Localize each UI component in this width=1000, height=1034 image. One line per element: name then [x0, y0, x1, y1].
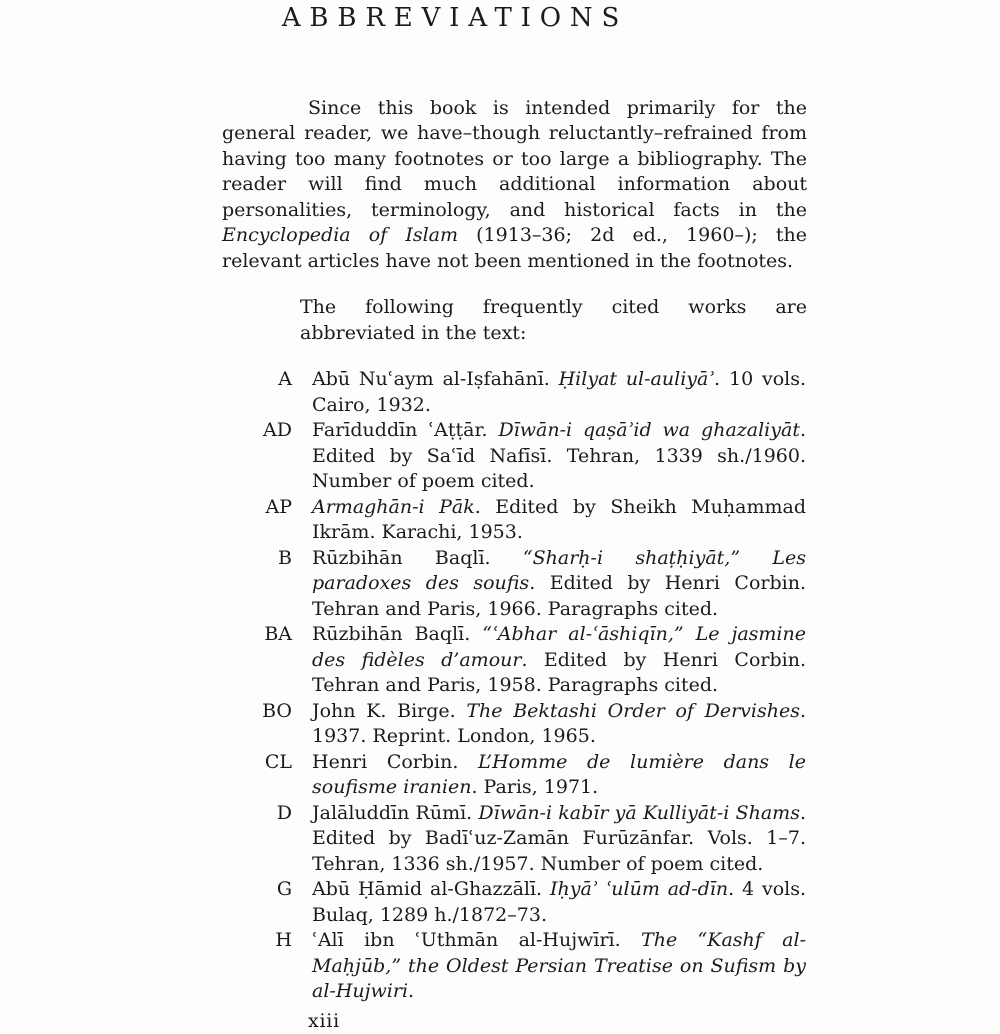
text-run: (1913–36; 2d ed., 1960–); the relevant articles have not been mentioned in the footnotes. [222, 224, 807, 272]
abbreviation-row [222, 367, 807, 418]
abbreviation-row [222, 418, 807, 495]
italic-text-run: Dīwān-i qaṣāʾid wa ghazaliyāt [498, 419, 800, 441]
text-run: . 10 vols. Cairo, 1932. [312, 368, 806, 416]
abbreviation-text [312, 877, 806, 928]
abbreviation-text [312, 367, 806, 418]
title-row [160, 6, 750, 34]
abbreviation-label: BA [222, 622, 292, 648]
page-number: xiii [308, 1009, 807, 1034]
abbreviation-row [222, 699, 807, 750]
text-run: Rūzbihān Baqlī. [312, 623, 482, 645]
abbreviation-label: AP [222, 495, 292, 521]
italic-text-run: “Sharḥ-i shaṭḥiyāt,” Les paradoxes des soufis [312, 547, 806, 595]
text-run: Since this book is intended primarily for the general reader, we have–though reluctantly–refrained from having too many footnotes or too large a bibliography. The reader will find much additional information about personalities, terminology, and historical facts in the [222, 97, 807, 221]
abbreviation-label: D [222, 801, 292, 827]
italic-text-run: Armaghān-i Pāk [312, 496, 475, 518]
abbreviation-label: B [222, 546, 292, 572]
abbreviation-label: BO [222, 699, 292, 725]
abbreviation-list [222, 367, 807, 1005]
text-run: . Edited by Saʿīd Nafīsī. Tehran, 1339 sh./1960. Number of poem cited. [312, 419, 806, 492]
abbreviation-label: AD [222, 418, 292, 444]
abbreviation-text [312, 495, 806, 546]
abbreviation-row [222, 877, 807, 928]
text-run: Abū Nuʿaym al-Iṣfahānī. [312, 368, 559, 390]
italic-text-run: The Bektashi Order of Dervishes [466, 700, 800, 722]
italic-text-run: L’Homme de lumière dans le soufisme iranien [312, 751, 806, 799]
text-run: Jalāluddīn Rūmī. [312, 802, 478, 824]
text-run: Henri Corbin. [312, 751, 478, 773]
text-run: Farīduddīn ʿAṭṭār. [312, 419, 498, 441]
abbreviation-row [222, 495, 807, 546]
abbreviation-text [312, 750, 806, 801]
text-column [222, 96, 807, 1034]
italic-text-run: The “Kashf al-Maḥjūb,” the Oldest Persian Treatise on Sufism by al-Hujwiri. [312, 929, 806, 1002]
page-title: ABBREVIATIONS [282, 3, 628, 33]
text-run: Rūzbihān Baqlī. [312, 547, 523, 569]
abbreviation-label: CL [222, 750, 292, 776]
text-run: John K. Birge. [312, 700, 466, 722]
text-run: . 4 vols. Bulaq, 1289 h./1872–73. [312, 878, 806, 926]
abbreviation-label: H [222, 928, 292, 954]
italic-text-run: Encyclopedia of Islam [222, 224, 458, 246]
abbreviation-row [222, 750, 807, 801]
abbreviation-text [312, 546, 806, 623]
abbreviation-label: A [222, 367, 292, 393]
lead-in-paragraph: The following frequently cited works are abbreviated in the text: [300, 295, 807, 346]
text-run: . Edited by Badīʿuz-Zamān Furūzānfar. Vols. 1–7. Tehran, 1336 sh./1957. Number of poem cited. [312, 802, 806, 875]
text-run: . 1937. Reprint. London, 1965. [312, 700, 806, 748]
abbreviation-text [312, 801, 806, 878]
abbreviation-text [312, 418, 806, 495]
abbreviation-text [312, 699, 806, 750]
intro-paragraph [222, 96, 807, 275]
abbreviation-text [312, 622, 806, 699]
italic-text-run: Iḥyāʾ ʿulūm ad-dīn [550, 878, 728, 900]
book-page [0, 6, 1000, 1006]
text-run: ʿAlī ibn ʿUthmān al-Hujwīrī. [312, 929, 641, 951]
text-run: . Edited by Henri Corbin. Tehran and Paris, 1958. Paragraphs cited. [312, 649, 806, 697]
text-run: . Paris, 1971. [471, 776, 598, 798]
italic-text-run: Dīwān-i kabīr yā Kulliyāt-i Shams [478, 802, 800, 824]
italic-text-run: “ʿAbhar al-ʿāshiqīn,” Le jasmine des fidèles d’amour [312, 623, 806, 671]
italic-text-run: Ḥilyat ul-auliyāʾ [559, 368, 715, 390]
abbreviation-row [222, 928, 807, 1005]
abbreviation-row [222, 801, 807, 878]
abbreviation-label: G [222, 877, 292, 903]
abbreviation-text [312, 928, 806, 1005]
text-run: Abū Ḥāmid al-Ghazzālī. [312, 878, 550, 900]
text-run: . Edited by Sheikh Muḥammad Ikrām. Karachi, 1953. [312, 496, 806, 544]
abbreviation-row [222, 546, 807, 623]
text-run: . Edited by Henri Corbin. Tehran and Paris, 1966. Paragraphs cited. [312, 572, 806, 620]
abbreviation-row [222, 622, 807, 699]
